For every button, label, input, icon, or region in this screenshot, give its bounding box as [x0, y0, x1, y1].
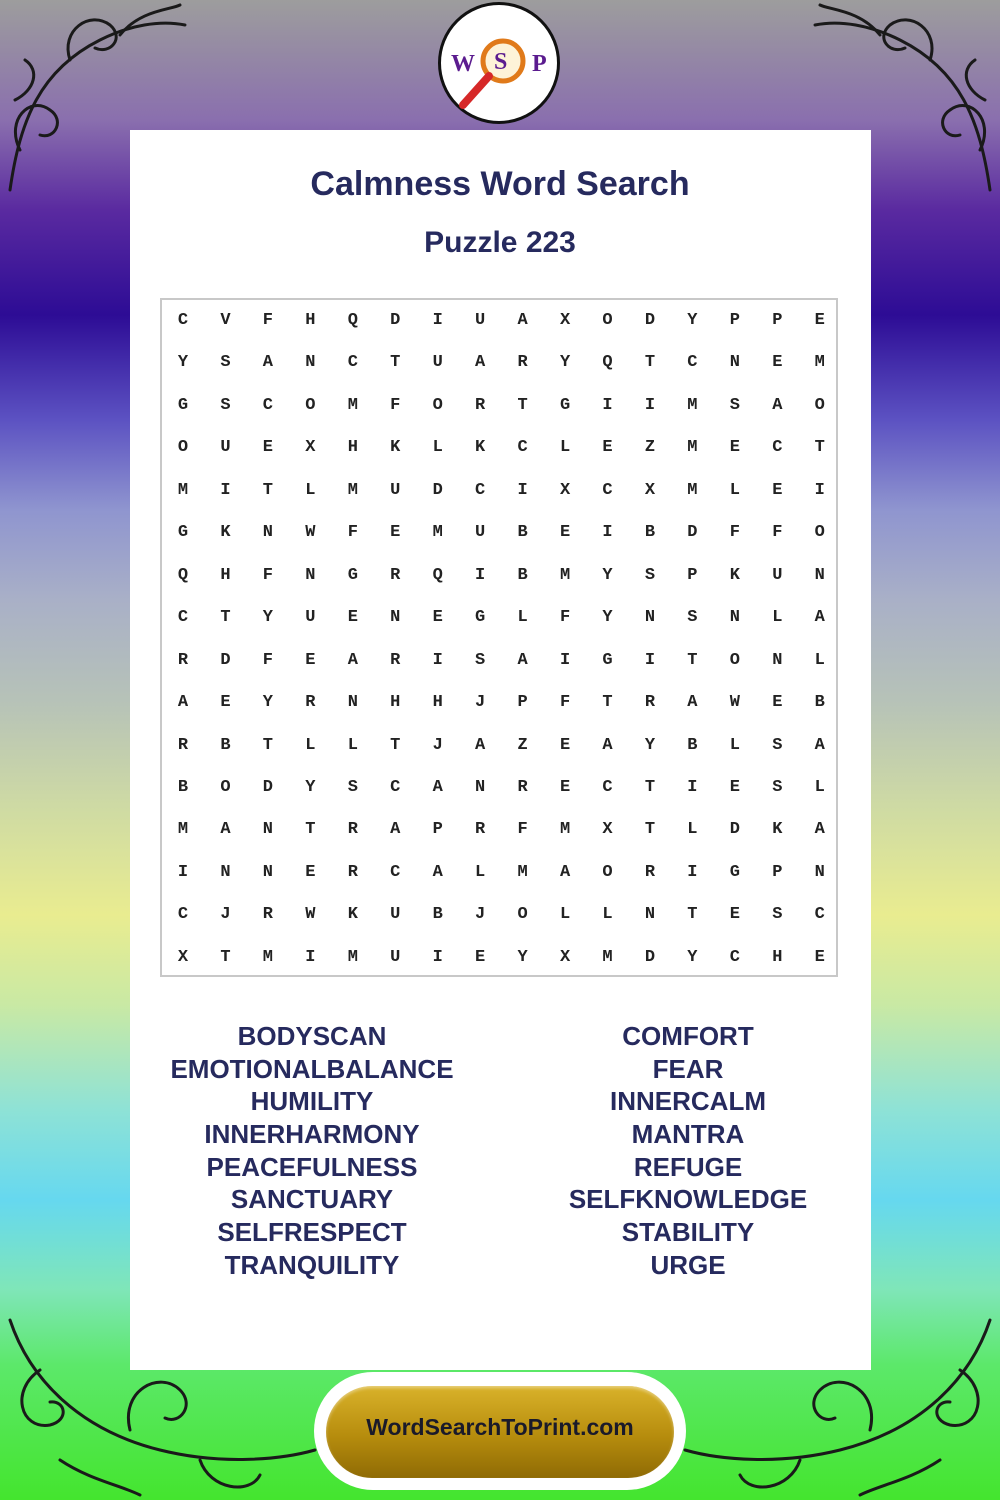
grid-letter[interactable]: M: [347, 480, 358, 500]
grid-letter[interactable]: S: [347, 777, 358, 797]
grid-letter[interactable]: N: [814, 862, 825, 882]
grid-letter[interactable]: A: [432, 862, 443, 882]
grid-letter[interactable]: D: [644, 311, 656, 330]
grid-letter[interactable]: I: [687, 777, 698, 797]
grid-letter[interactable]: D: [432, 480, 443, 500]
grid-letter[interactable]: I: [644, 650, 656, 670]
grid-letter[interactable]: U: [220, 438, 231, 458]
grid-letter[interactable]: B: [177, 777, 189, 797]
grid-letter[interactable]: C: [517, 438, 528, 458]
grid-letter[interactable]: K: [729, 565, 740, 585]
grid-letter[interactable]: O: [177, 438, 189, 458]
page-title: Calmness Word Search: [310, 165, 690, 203]
grid-letter[interactable]: L: [347, 735, 358, 755]
grid-letter[interactable]: M: [177, 480, 189, 500]
grid-letter[interactable]: N: [305, 565, 316, 585]
grid-letter[interactable]: O: [602, 311, 613, 330]
grid-letter[interactable]: A: [517, 650, 528, 670]
grid-letter[interactable]: T: [390, 353, 401, 373]
grid-letter[interactable]: F: [559, 608, 571, 628]
word-list-item: EMOTIONALBALANCE: [170, 1053, 454, 1084]
grid-letter[interactable]: G: [602, 650, 613, 670]
grid-letter[interactable]: L: [517, 608, 528, 628]
grid-letter[interactable]: A: [602, 735, 613, 755]
grid-letter[interactable]: M: [347, 947, 358, 967]
grid-letter[interactable]: G: [177, 395, 189, 415]
grid-letter[interactable]: S: [220, 395, 231, 415]
grid-letter[interactable]: E: [475, 947, 486, 967]
grid-letter[interactable]: X: [602, 820, 613, 840]
grid-letter[interactable]: I: [559, 650, 571, 670]
grid-letter[interactable]: E: [559, 523, 571, 543]
word-list-item: MANTRA: [631, 1119, 745, 1150]
grid-letter[interactable]: M: [432, 523, 443, 543]
grid-letter[interactable]: A: [687, 693, 698, 713]
grid-letter[interactable]: U: [390, 480, 401, 500]
grid-letter[interactable]: E: [772, 353, 783, 373]
grid-letter[interactable]: B: [814, 693, 825, 713]
grid-letter[interactable]: R: [177, 735, 189, 755]
letter-grid: [160, 298, 838, 977]
grid-letter[interactable]: A: [475, 353, 486, 373]
grid-letter[interactable]: N: [814, 565, 825, 585]
grid-letter[interactable]: I: [475, 565, 486, 585]
grid-letter[interactable]: K: [220, 523, 231, 543]
grid-letter[interactable]: N: [347, 693, 358, 713]
grid-letter[interactable]: Y: [305, 777, 316, 797]
grid-letter[interactable]: C: [814, 905, 825, 925]
grid-letter[interactable]: E: [262, 438, 273, 458]
grid-letter[interactable]: M: [687, 438, 698, 458]
grid-letter[interactable]: O: [432, 395, 443, 415]
grid-letter[interactable]: U: [305, 608, 316, 628]
grid-letter[interactable]: M: [517, 862, 528, 882]
grid-letter[interactable]: K: [475, 438, 486, 458]
word-list-item: STABILITY: [621, 1217, 755, 1248]
grid-letter[interactable]: E: [602, 438, 613, 458]
word-list-item: INNERCALM: [610, 1086, 766, 1117]
grid-letter[interactable]: T: [220, 608, 231, 628]
grid-letter[interactable]: C: [729, 947, 740, 967]
grid-letter[interactable]: R: [177, 650, 189, 670]
footer-site-link[interactable]: WordSearchToPrint.com: [366, 1414, 634, 1440]
grid-letter[interactable]: K: [347, 905, 358, 925]
grid-letter[interactable]: N: [644, 608, 656, 628]
grid-letter[interactable]: C: [177, 905, 189, 925]
grid-letter[interactable]: R: [475, 395, 486, 415]
grid-letter[interactable]: A: [262, 353, 273, 373]
grid-letter[interactable]: A: [517, 311, 528, 330]
grid-letter[interactable]: R: [475, 820, 486, 840]
grid-letter[interactable]: U: [432, 353, 443, 373]
grid-letter[interactable]: A: [475, 735, 486, 755]
grid-letter[interactable]: G: [729, 862, 740, 882]
grid-letter[interactable]: A: [772, 395, 783, 415]
grid-letter[interactable]: I: [517, 480, 528, 500]
grid-letter[interactable]: M: [177, 820, 189, 840]
logo-letter-s: S: [494, 49, 508, 75]
grid-letter[interactable]: H: [772, 947, 783, 967]
grid-letter[interactable]: A: [390, 820, 401, 840]
word-list-left: [132, 1020, 492, 1282]
grid-letter[interactable]: E: [390, 523, 401, 543]
grid-letter[interactable]: F: [262, 565, 273, 585]
grid-letter[interactable]: L: [687, 820, 698, 840]
grid-letter[interactable]: Q: [347, 311, 358, 330]
grid-letter[interactable]: B: [687, 735, 698, 755]
grid-letter[interactable]: L: [432, 438, 443, 458]
grid-letter[interactable]: M: [347, 395, 358, 415]
grid-letter[interactable]: R: [644, 693, 656, 713]
word-list-item: SANCTUARY: [230, 1184, 394, 1215]
grid-letter[interactable]: M: [814, 353, 825, 373]
grid-letter[interactable]: N: [772, 650, 783, 670]
grid-letter[interactable]: I: [305, 947, 316, 967]
grid-letter[interactable]: H: [305, 311, 316, 330]
grid-letter[interactable]: B: [220, 735, 231, 755]
grid-letter[interactable]: A: [814, 820, 825, 840]
grid-letter[interactable]: W: [305, 905, 316, 925]
grid-letter[interactable]: E: [432, 608, 443, 628]
grid-letter[interactable]: N: [262, 862, 273, 882]
grid-letter[interactable]: F: [390, 395, 401, 415]
grid-letter[interactable]: I: [432, 947, 443, 967]
grid-letter[interactable]: P: [772, 311, 783, 330]
grid-letter[interactable]: E: [729, 777, 740, 797]
grid-letter[interactable]: T: [305, 820, 316, 840]
grid-letter[interactable]: N: [475, 777, 486, 797]
grid-letter[interactable]: L: [559, 905, 571, 925]
grid-letter[interactable]: A: [177, 693, 189, 713]
grid-letter[interactable]: Y: [262, 693, 273, 713]
word-list-item: TRANQUILITY: [224, 1249, 400, 1280]
grid-letter[interactable]: K: [390, 438, 401, 458]
grid-letter[interactable]: A: [347, 650, 358, 670]
grid-letter[interactable]: N: [262, 523, 273, 543]
grid-letter[interactable]: J: [475, 905, 486, 925]
grid-letter[interactable]: Y: [559, 353, 571, 373]
grid-letter[interactable]: T: [262, 735, 273, 755]
grid-letter[interactable]: L: [305, 735, 316, 755]
grid-letter[interactable]: S: [729, 395, 740, 415]
grid-letter[interactable]: M: [262, 947, 273, 967]
grid-letter[interactable]: L: [475, 862, 486, 882]
grid-letter[interactable]: G: [347, 565, 358, 585]
grid-letter[interactable]: N: [305, 353, 316, 373]
grid-letter[interactable]: T: [687, 905, 698, 925]
grid-letter[interactable]: Y: [517, 947, 528, 967]
word-list-item: PEACEFULNESS: [206, 1151, 418, 1182]
grid-letter[interactable]: G: [177, 523, 189, 543]
grid-letter[interactable]: Y: [602, 565, 613, 585]
grid-letter[interactable]: S: [772, 905, 783, 925]
word-list-item: SELFKNOWLEDGE: [568, 1184, 808, 1215]
grid-letter[interactable]: S: [772, 777, 783, 797]
grid-letter[interactable]: S: [772, 735, 783, 755]
grid-letter[interactable]: T: [262, 480, 273, 500]
grid-letter[interactable]: P: [772, 862, 783, 882]
grid-letter[interactable]: L: [814, 650, 825, 670]
grid-letter[interactable]: E: [772, 480, 783, 500]
grid-letter[interactable]: E: [559, 735, 571, 755]
grid-letter[interactable]: T: [602, 693, 613, 713]
grid-letter[interactable]: L: [729, 480, 740, 500]
grid-letter[interactable]: O: [602, 862, 613, 882]
word-list-item: BODYSCAN: [237, 1021, 387, 1051]
grid-letter[interactable]: D: [220, 650, 231, 670]
grid-letter[interactable]: E: [814, 311, 825, 330]
word-list-item: COMFORT: [622, 1021, 754, 1051]
grid-letter[interactable]: T: [814, 438, 825, 458]
grid-letter[interactable]: N: [390, 608, 401, 628]
grid-letter[interactable]: O: [814, 395, 825, 415]
grid-letter[interactable]: I: [687, 862, 698, 882]
grid-letter[interactable]: B: [517, 523, 528, 543]
grid-letter[interactable]: W: [305, 523, 316, 543]
grid-letter[interactable]: U: [390, 905, 401, 925]
word-list-item: INNERHARMONY: [204, 1119, 420, 1150]
grid-letter[interactable]: E: [347, 608, 358, 628]
grid-letter[interactable]: A: [559, 862, 571, 882]
grid-letter[interactable]: N: [262, 820, 273, 840]
grid-letter[interactable]: C: [177, 608, 189, 628]
grid-letter[interactable]: I: [432, 650, 443, 670]
grid-letter[interactable]: Y: [644, 735, 656, 755]
grid-letter[interactable]: Y: [687, 947, 698, 967]
grid-letter[interactable]: I: [814, 480, 825, 500]
grid-letter[interactable]: R: [347, 820, 358, 840]
grid-letter[interactable]: F: [347, 523, 358, 543]
grid-letter[interactable]: N: [729, 608, 740, 628]
grid-letter[interactable]: R: [347, 862, 358, 882]
grid-letter[interactable]: C: [390, 862, 401, 882]
grid-letter[interactable]: D: [262, 777, 273, 797]
grid-letter[interactable]: I: [177, 862, 189, 882]
grid-letter[interactable]: M: [687, 395, 698, 415]
grid-letter[interactable]: F: [517, 820, 528, 840]
grid-letter[interactable]: T: [390, 735, 401, 755]
grid-letter[interactable]: C: [602, 480, 613, 500]
grid-letter[interactable]: E: [305, 650, 316, 670]
grid-letter[interactable]: H: [390, 693, 401, 713]
grid-letter[interactable]: C: [772, 438, 783, 458]
grid-letter[interactable]: R: [305, 693, 316, 713]
grid-letter[interactable]: I: [602, 523, 613, 543]
grid-letter[interactable]: B: [517, 565, 528, 585]
grid-letter[interactable]: T: [687, 650, 698, 670]
grid-letter[interactable]: F: [559, 693, 571, 713]
word-list-item: HUMILITY: [250, 1086, 374, 1117]
grid-letter[interactable]: Z: [517, 735, 528, 755]
grid-letter[interactable]: H: [220, 565, 231, 585]
grid-letter[interactable]: U: [475, 311, 486, 330]
grid-letter[interactable]: R: [644, 862, 656, 882]
grid-letter[interactable]: Y: [687, 311, 698, 330]
grid-letter[interactable]: P: [517, 693, 528, 713]
grid-letter[interactable]: S: [687, 608, 698, 628]
grid-letter[interactable]: U: [772, 565, 783, 585]
word-list-item: URGE: [650, 1249, 726, 1280]
grid-letter[interactable]: E: [814, 947, 825, 967]
grid-letter[interactable]: R: [262, 905, 273, 925]
grid-letter[interactable]: B: [644, 523, 656, 543]
grid-letter[interactable]: A: [814, 735, 825, 755]
grid-letter[interactable]: L: [559, 438, 571, 458]
wsp-logo: [438, 2, 560, 124]
logo-letter-w: W: [451, 51, 475, 77]
grid-letter[interactable]: T: [220, 947, 231, 967]
grid-letter[interactable]: Q: [602, 353, 613, 373]
grid-letter[interactable]: Q: [177, 565, 189, 585]
grid-letter[interactable]: X: [177, 947, 189, 967]
grid-letter[interactable]: M: [559, 565, 571, 585]
grid-letter[interactable]: J: [220, 905, 231, 925]
grid-letter[interactable]: C: [475, 480, 486, 500]
grid-letter[interactable]: J: [475, 693, 486, 713]
grid-letter[interactable]: V: [220, 311, 231, 330]
grid-letter[interactable]: X: [559, 947, 571, 967]
grid-letter[interactable]: B: [432, 905, 443, 925]
grid-letter[interactable]: A: [814, 608, 825, 628]
grid-letter[interactable]: Y: [602, 608, 613, 628]
grid-letter[interactable]: S: [220, 353, 231, 373]
grid-letter[interactable]: P: [432, 820, 443, 840]
grid-letter[interactable]: I: [432, 311, 443, 330]
grid-letter[interactable]: C: [177, 311, 189, 330]
grid-letter[interactable]: I: [220, 480, 231, 500]
grid-letter[interactable]: D: [687, 523, 698, 543]
grid-letter[interactable]: U: [390, 947, 401, 967]
word-list-right: [508, 1020, 868, 1282]
grid-letter[interactable]: Y: [262, 608, 273, 628]
grid-letter[interactable]: O: [729, 650, 740, 670]
grid-letter[interactable]: W: [729, 693, 740, 713]
grid-letter[interactable]: S: [475, 650, 486, 670]
grid-letter[interactable]: T: [644, 820, 656, 840]
grid-letter[interactable]: N: [220, 862, 231, 882]
grid-letter[interactable]: C: [687, 353, 698, 373]
grid-letter[interactable]: D: [729, 820, 740, 840]
grid-letter[interactable]: I: [602, 395, 613, 415]
grid-letter[interactable]: F: [262, 650, 273, 670]
grid-letter[interactable]: N: [729, 353, 740, 373]
grid-letter[interactable]: L: [814, 777, 825, 797]
grid-letter[interactable]: N: [644, 905, 656, 925]
grid-letter[interactable]: A: [220, 820, 231, 840]
grid-letter[interactable]: F: [262, 311, 273, 330]
grid-letter[interactable]: R: [517, 353, 528, 373]
grid-letter[interactable]: P: [729, 311, 740, 330]
grid-letter[interactable]: L: [729, 735, 740, 755]
grid-letter[interactable]: C: [347, 353, 358, 373]
grid-letter[interactable]: C: [602, 777, 613, 797]
grid-letter[interactable]: L: [602, 905, 613, 925]
grid-letter[interactable]: G: [475, 608, 486, 628]
puzzle-number: Puzzle 223: [424, 226, 576, 259]
grid-letter[interactable]: U: [475, 523, 486, 543]
grid-letter[interactable]: M: [687, 480, 698, 500]
grid-letter[interactable]: J: [432, 735, 443, 755]
grid-letter[interactable]: D: [390, 311, 401, 330]
grid-letter[interactable]: T: [644, 777, 656, 797]
grid-letter[interactable]: Y: [177, 353, 189, 373]
grid-letter[interactable]: R: [390, 565, 401, 585]
word-list-item: SELFRESPECT: [217, 1217, 407, 1248]
grid-letter[interactable]: M: [559, 820, 571, 840]
grid-letter[interactable]: H: [347, 438, 358, 458]
grid-letter[interactable]: X: [644, 480, 656, 500]
grid-letter[interactable]: E: [220, 693, 231, 713]
grid-letter[interactable]: E: [559, 777, 571, 797]
grid-letter[interactable]: E: [772, 693, 783, 713]
grid-letter[interactable]: G: [559, 395, 571, 415]
grid-letter[interactable]: X: [559, 311, 571, 330]
grid-letter[interactable]: O: [517, 905, 528, 925]
grid-letter[interactable]: E: [729, 905, 740, 925]
grid-letter[interactable]: T: [517, 395, 528, 415]
grid-letter[interactable]: X: [305, 438, 316, 458]
grid-letter[interactable]: F: [729, 523, 740, 543]
logo-letter-p: P: [532, 51, 547, 77]
grid-letter[interactable]: S: [644, 565, 656, 585]
grid-letter[interactable]: O: [305, 395, 316, 415]
word-list-item: FEAR: [652, 1053, 724, 1084]
grid-letter[interactable]: F: [772, 523, 783, 543]
grid-letter[interactable]: L: [305, 480, 316, 500]
grid-letter[interactable]: R: [390, 650, 401, 670]
grid-letter[interactable]: X: [559, 480, 571, 500]
grid-letter[interactable]: D: [644, 947, 656, 967]
grid-letter[interactable]: C: [390, 777, 401, 797]
grid-letter[interactable]: O: [220, 777, 231, 797]
grid-letter[interactable]: Q: [432, 565, 443, 585]
grid-letter[interactable]: K: [772, 820, 783, 840]
grid-letter[interactable]: O: [814, 523, 825, 543]
grid-letter[interactable]: P: [687, 565, 698, 585]
grid-letter[interactable]: M: [602, 947, 613, 967]
grid-letter[interactable]: L: [772, 608, 783, 628]
grid-letter[interactable]: E: [305, 862, 316, 882]
grid-letter[interactable]: A: [432, 777, 443, 797]
grid-letter[interactable]: I: [644, 395, 656, 415]
grid-letter[interactable]: R: [517, 777, 528, 797]
word-list-item: REFUGE: [633, 1151, 743, 1182]
grid-letter[interactable]: C: [262, 395, 273, 415]
grid-letter[interactable]: T: [644, 353, 656, 373]
grid-letter[interactable]: Z: [644, 438, 656, 458]
grid-letter[interactable]: E: [729, 438, 740, 458]
grid-letter[interactable]: H: [432, 693, 443, 713]
